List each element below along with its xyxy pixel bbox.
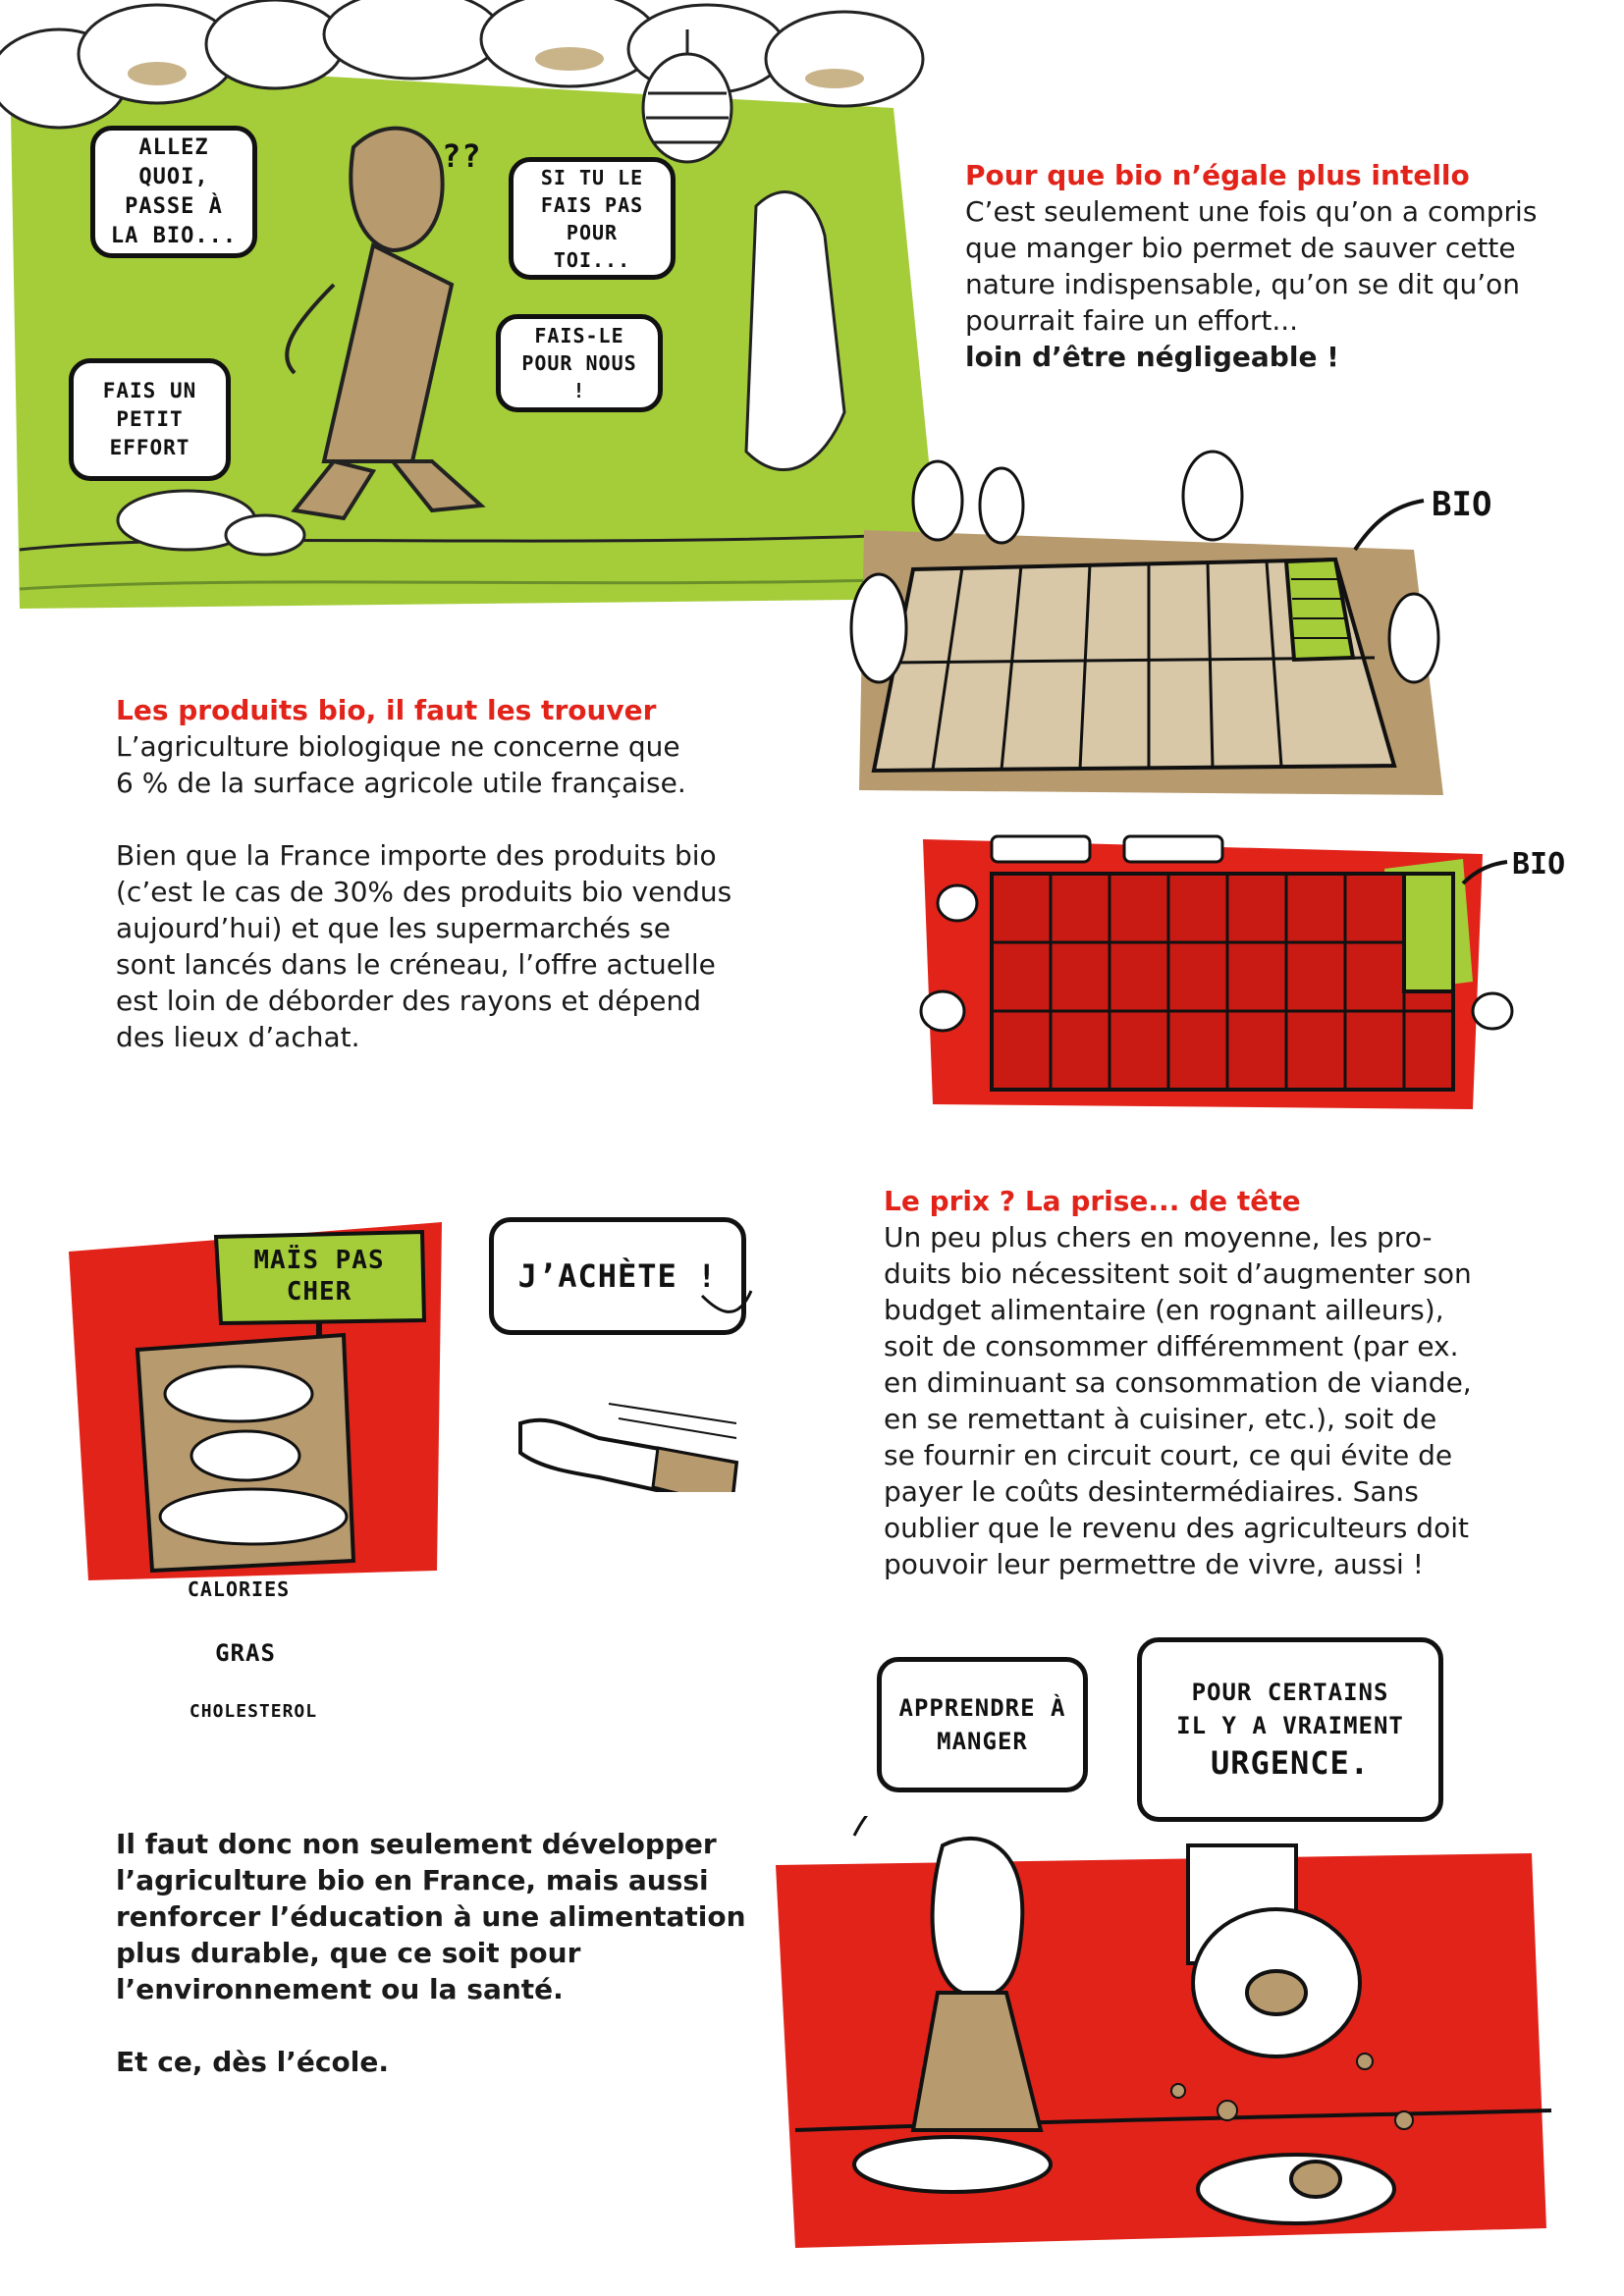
text-line: soit de consommer différemment (par ex.: [884, 1330, 1459, 1362]
text-line: C’est seulement une fois qu’on a compris: [965, 195, 1538, 228]
supermarket-shelf-drawing: [884, 825, 1571, 1119]
closing-line: Et ce, dès l’école.: [116, 2046, 389, 2078]
text-line: duits bio nécessitent soit d’augmenter son: [884, 1257, 1472, 1290]
green-field-illustration: [0, 0, 943, 628]
shelf-bio-label: BIO: [1512, 847, 1566, 881]
corn-box-drawing: [59, 1178, 452, 1590]
text-line: que manger bio permet de sauver cette: [965, 232, 1516, 264]
section-prix: [884, 1183, 1591, 1582]
speech-bubble-apprendre-a-manger: APPRENDRE À MANGER: [877, 1657, 1088, 1792]
speech-bubble-si-tu-le-fais-pas: SI TU LE FAIS PAS POUR TOI...: [509, 157, 676, 280]
text-line: aujourd’hui) et que les supermarchés se: [116, 912, 671, 944]
box-word-calories: CALORIES: [187, 1577, 291, 1601]
text-line-bold: loin d’être négligeable !: [965, 341, 1339, 373]
question-marks: ??: [442, 137, 482, 175]
text-line: Il faut donc non seulement développer: [116, 1828, 717, 1860]
heading-prix: Le prix ? La prise... de tête: [884, 1185, 1301, 1217]
text-line: 6 % de la surface agricole utile française.: [116, 767, 686, 799]
corn-sign-text: MAÏS PAS CHER: [253, 1246, 385, 1307]
speech-bubble-fais-un-petit-effort: FAIS UN PETIT EFFORT: [69, 358, 231, 481]
box-word-gras: GRAS: [215, 1639, 276, 1667]
crop-field-drawing: [844, 442, 1571, 805]
paragraph-prix: [884, 1219, 1591, 1582]
heading-trouver-bio: Les produits bio, il faut les trouver: [116, 694, 657, 726]
text-line: l’environnement ou la santé.: [116, 1973, 564, 2005]
speech-bubble-allez-quoi: ALLEZ QUOI, PASSE À LA BIO...: [90, 126, 257, 258]
text-line: budget alimentaire (en rognant ailleurs),: [884, 1294, 1444, 1326]
text-line: pouvoir leur permettre de vivre, aussi !: [884, 1548, 1424, 1580]
paragraph-education: [116, 1826, 784, 2007]
text-line: se fournir en circuit court, ce qui évite de: [884, 1439, 1453, 1471]
speech-bubble-j-achete: J’ACHÈTE !: [489, 1217, 746, 1335]
field-bio-label: BIO: [1432, 485, 1492, 524]
box-word-cholesterol: CHOLESTEROL: [189, 1701, 318, 1722]
text-line: Un peu plus chers en moyenne, les pro-: [884, 1221, 1433, 1254]
text-line: payer le coûts desintermédiaires. Sans: [884, 1475, 1419, 1508]
text-line: oublier que le revenu des agriculteurs doit: [884, 1512, 1469, 1544]
text-line: L’agriculture biologique ne concerne que: [116, 730, 680, 763]
text-line: sont lancés dans le créneau, l’offre actuelle: [116, 948, 716, 981]
text-line: des lieux d’achat.: [116, 1021, 360, 1053]
paragraph-bio-intello: [965, 193, 1594, 375]
text-line: est loin de déborder des rayons et dépend: [116, 985, 701, 1017]
panel-corn-box: [59, 1178, 452, 1722]
field-illustration: [844, 442, 1571, 805]
text-line: renforcer l’éducation à une alimentation: [116, 1900, 746, 1933]
section-bio-intello: [965, 157, 1594, 375]
panel-green-field: [0, 0, 943, 628]
shelf-illustration: [884, 825, 1571, 1119]
eating-scene-drawing: [766, 1816, 1571, 2277]
text-line: plus durable, que ce soit pour: [116, 1937, 581, 1969]
paragraph-surface: [116, 728, 803, 801]
text-line: l’agriculture bio en France, mais aussi: [116, 1864, 709, 1896]
speech-bubble-fais-le-pour-nous: FAIS-LE POUR NOUS !: [496, 314, 663, 412]
text-line: (c’est le cas de 30% des produits bio vendus: [116, 876, 732, 908]
text-line: en diminuant sa consommation de viande,: [884, 1366, 1472, 1399]
speech-bubble-urgence: POUR CERTAINS IL Y A VRAIMENT URGENCE.: [1137, 1637, 1443, 1822]
text-line: en se remettant à cuisiner, etc.), soit de: [884, 1403, 1437, 1435]
paragraph-import: [116, 837, 803, 1055]
text-line: pourrait faire un effort...: [965, 304, 1299, 337]
section-education: [116, 1826, 784, 2080]
heading-bio-intello: Pour que bio n’égale plus intello: [965, 159, 1470, 191]
reaching-hand-drawing: [491, 1276, 766, 1492]
text-line: Bien que la France importe des produits bio: [116, 839, 717, 872]
text-line: nature indispensable, qu’on se dit qu’on: [965, 268, 1521, 300]
section-trouver-bio: [116, 692, 803, 1055]
